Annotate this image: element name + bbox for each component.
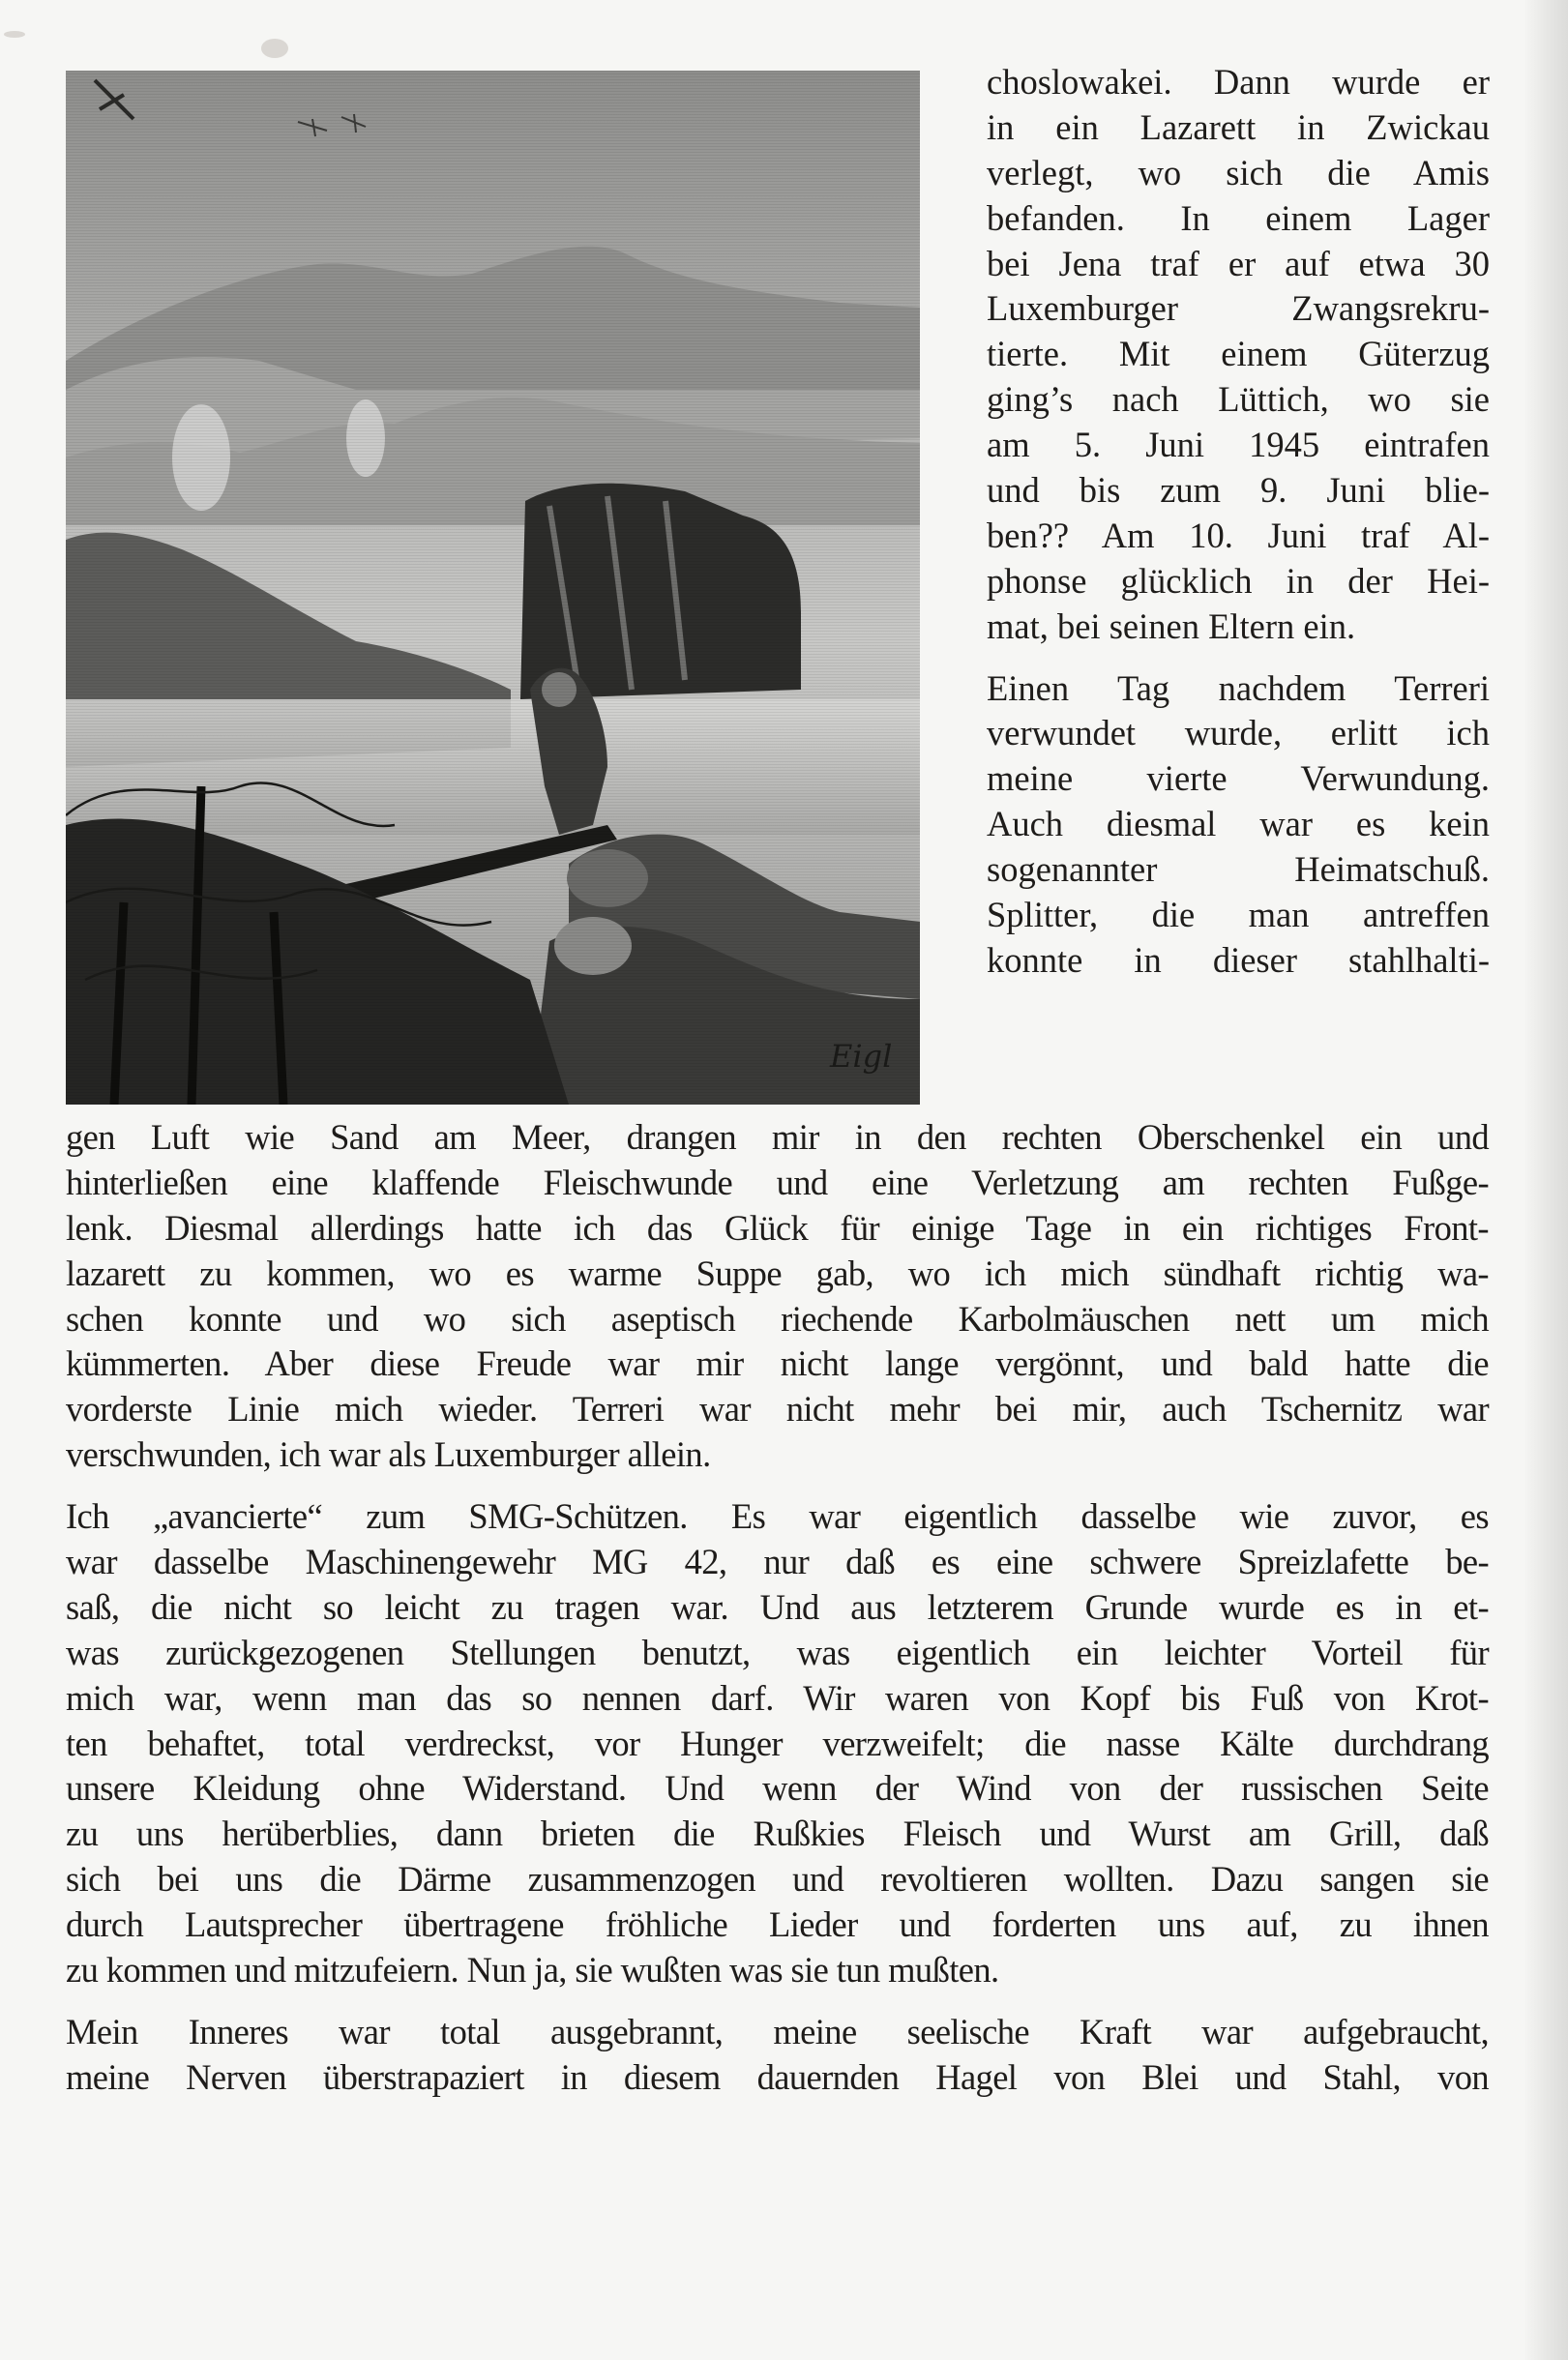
text-line: sich bei uns die Därme zusammenzogen und revoltieren wollten. Dazu sangen sie	[66, 1859, 1489, 1900]
war-painting-illustration	[66, 71, 920, 1105]
soldiers-machine-gun-painting	[66, 71, 920, 1105]
text-line: Mein Inneres war total ausgebrannt, meine seelische Kraft war aufgebraucht,	[66, 2011, 1489, 2051]
text-line: ging’s nach Lüttich, wo sie	[987, 379, 1490, 420]
text-line: choslowakei. Dann wurde er	[987, 62, 1490, 102]
paragraph-wound-continued	[66, 1115, 1489, 1478]
text-line: verlegt, wo sich die Amis	[987, 152, 1490, 192]
side-text-column	[987, 60, 1490, 984]
text-line: in ein Lazarett in Zwickau	[987, 106, 1490, 147]
text-line: war dasselbe Maschinengewehr MG 42, nur daß es eine schwere Spreizlafette be-	[66, 1542, 1489, 1582]
text-line: tierte. Mit einem Güterzug	[987, 334, 1490, 374]
page-gutter-shadow	[1524, 0, 1568, 2360]
text-line: ten behaftet, total verdreckst, vor Hunger verzweifelt; die nasse Kälte durchdrang	[66, 1723, 1489, 1763]
text-line: meine Nerven überstrapaziert in diesem dauernden Hagel von Blei und Stahl, von	[66, 2056, 1489, 2097]
text-line: hinterließen eine klaffende Fleischwunde und eine Verletzung am rechten Fußge-	[66, 1162, 1489, 1202]
text-line: sogenannter Heimatschuß.	[987, 849, 1490, 890]
text-line: mat, bei seinen Eltern ein.	[987, 605, 1356, 646]
text-line: am 5. Juni 1945 eintrafen	[987, 425, 1490, 465]
text-line: kümmerten. Aber diese Freude war mir nicht lange vergönnt, und bald hatte die	[66, 1343, 1489, 1384]
paragraph-gap	[987, 650, 1490, 666]
full-width-text-column	[66, 1115, 1489, 2101]
paragraph-fourth-wound	[987, 666, 1490, 984]
text-line: schen konnte und wo sich aseptisch riechende Karbolmäuschen nett um mich	[66, 1298, 1489, 1339]
paragraph-burned-out	[66, 2010, 1489, 2101]
text-line: zu kommen und mitzufeiern. Nun ja, sie wußten was sie tun mußten.	[66, 1950, 999, 1991]
text-line: konnte in dieser stahlhalti-	[987, 939, 1490, 980]
text-line: verschwunden, ich war als Luxemburger allein.	[66, 1434, 711, 1475]
text-line: verwundet wurde, erlitt ich	[987, 713, 1490, 753]
text-line: Ich „avancierte“ zum SMG-Schützen. Es war eigentlich dasselbe wie zuvor, es	[66, 1496, 1489, 1537]
text-line: vorderste Linie mich wieder. Terreri war nicht mehr bei mir, auch Tschernitz war	[66, 1389, 1489, 1430]
text-line: Luxemburger Zwangsrekru-	[987, 288, 1490, 329]
text-line: lazarett zu kommen, wo es warme Suppe gab, wo ich mich sündhaft richtig wa-	[66, 1253, 1489, 1293]
text-line: lenk. Diesmal allerdings hatte ich das Glück für einige Tage in ein richtiges Front-	[66, 1207, 1489, 1248]
text-line: saß, die nicht so leicht zu tragen war. Und aus letzterem Grunde wurde es in et-	[66, 1586, 1489, 1627]
text-line: bei Jena traf er auf etwa 30	[987, 243, 1490, 283]
text-line: phonse glücklich in der Hei-	[987, 560, 1490, 601]
text-line: zu uns herüberblies, dann brieten die Rußkies Fleisch und Wurst am Grill, daß	[66, 1814, 1489, 1854]
paragraph-alphonse-return	[987, 60, 1490, 650]
text-line: unsere Kleidung ohne Widerstand. Und wenn der Wind von der russischen Seite	[66, 1768, 1489, 1809]
text-line: mich war, wenn man das so nennen darf. Wir waren von Kopf bis Fuß von Krot-	[66, 1677, 1489, 1718]
scan-smudge	[4, 31, 25, 38]
paragraph-smg-gunner	[66, 1494, 1489, 1993]
text-line: Auch diesmal war es kein	[987, 804, 1490, 844]
text-line: gen Luft wie Sand am Meer, drangen mir in den rechten Oberschenkel ein und	[66, 1117, 1489, 1157]
paragraph-gap	[66, 1993, 1489, 2010]
text-line: und bis zum 9. Juni blie-	[987, 470, 1490, 511]
scan-smudge	[261, 39, 288, 58]
text-line: durch Lautsprecher übertragene fröhliche Lieder und forderten uns auf, zu ihnen	[66, 1904, 1489, 1945]
text-line: befanden. In einem Lager	[987, 197, 1490, 238]
text-line: ben?? Am 10. Juni traf Al-	[987, 515, 1490, 555]
text-line: meine vierte Verwundung.	[987, 758, 1490, 799]
paragraph-gap	[66, 1478, 1489, 1494]
text-line: was zurückgezogenen Stellungen benutzt, was eigentlich ein leichter Vorteil für	[66, 1632, 1489, 1672]
text-line: Einen Tag nachdem Terreri	[987, 667, 1490, 708]
text-line: Splitter, die man antreffen	[987, 895, 1490, 935]
